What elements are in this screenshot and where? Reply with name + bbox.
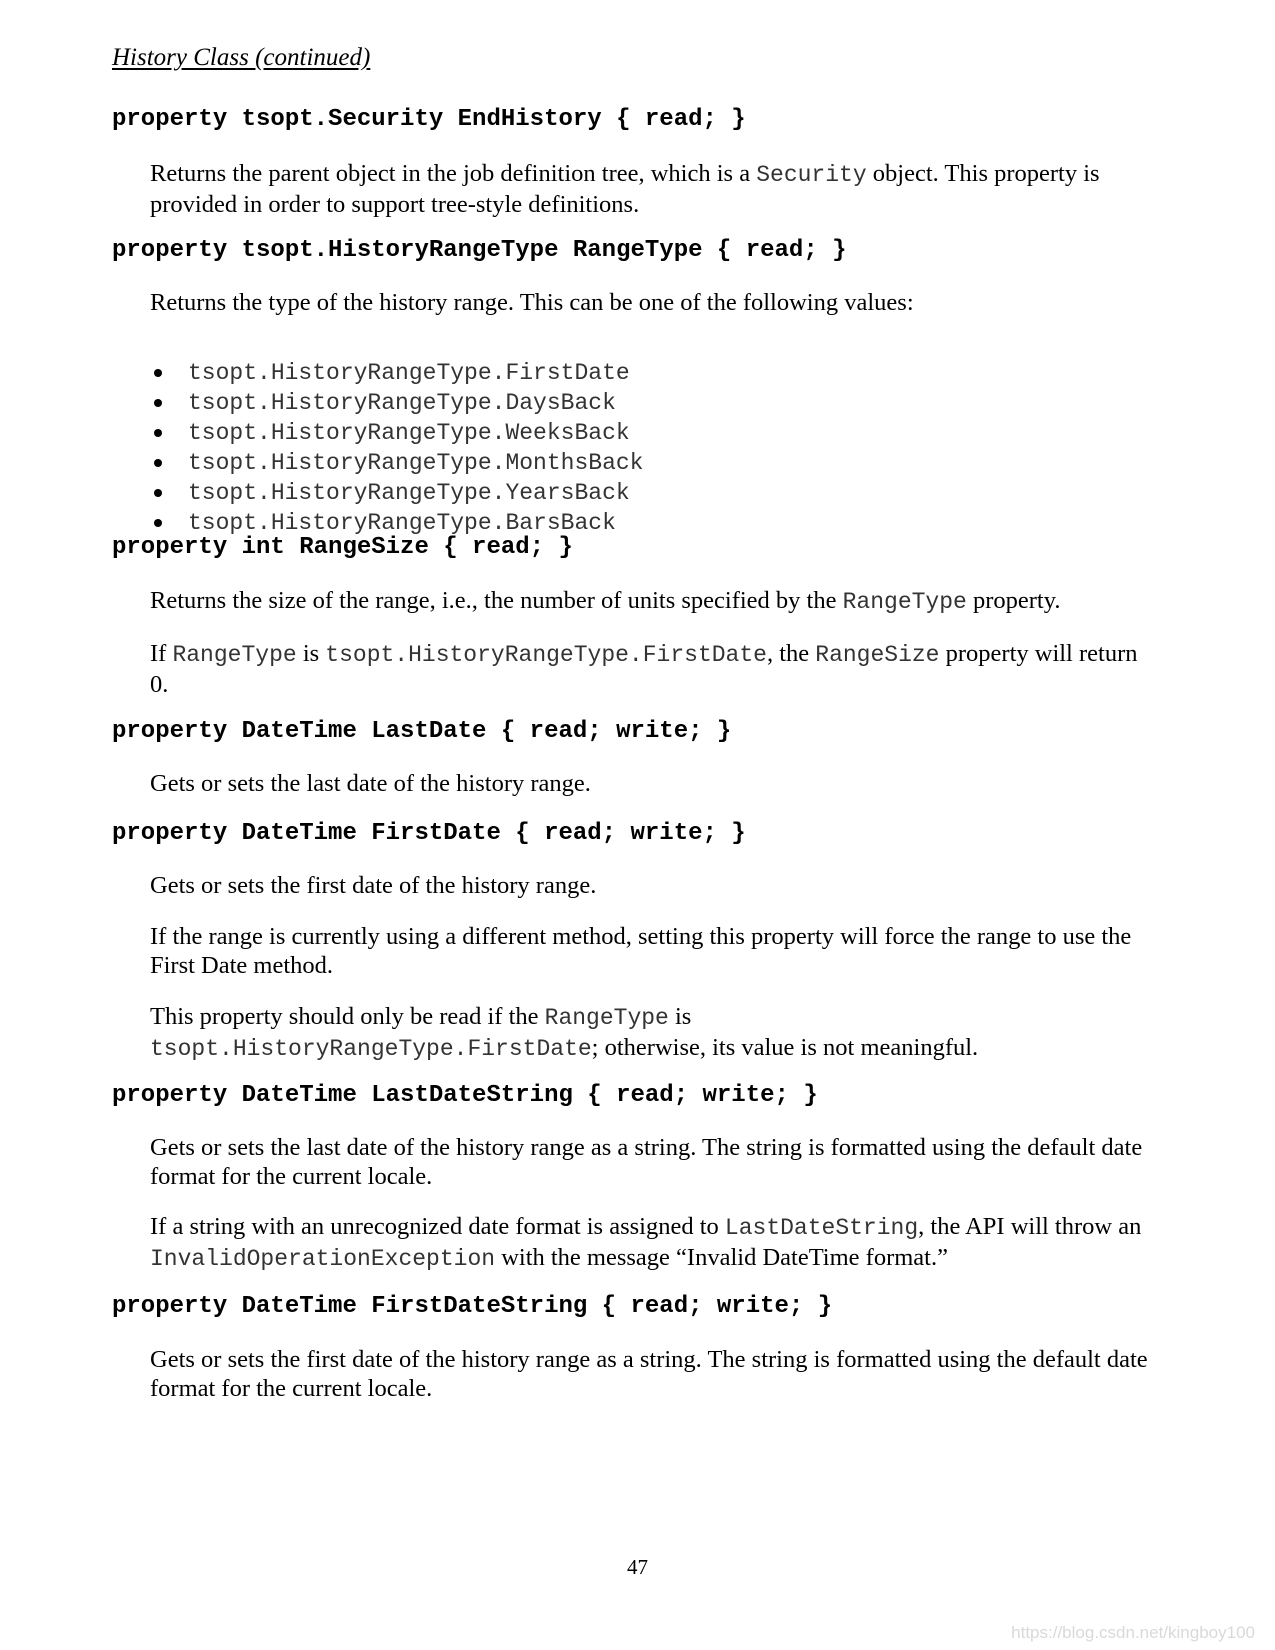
lastdatestring-signature: property DateTime LastDateString { read; write; }	[112, 1082, 818, 1109]
watermark: https://blog.csdn.net/kingboy100	[1011, 1623, 1255, 1642]
bullet-icon	[154, 399, 162, 407]
page-number: 47	[627, 1555, 648, 1579]
rangesize-signature: property int RangeSize { read; }	[112, 534, 573, 561]
rangetype-description: Returns the type of the history range. This can be one of the following values:	[150, 289, 914, 316]
rangesize-description: Returns the size of the range, i.e., the number of units specified by the RangeType property.	[150, 587, 1061, 615]
firstdatestring-signature: property DateTime FirstDateString { read; write; }	[112, 1293, 833, 1320]
endhistory-signature: property tsopt.Security EndHistory { read; }	[112, 106, 746, 133]
bullet-icon	[154, 489, 162, 497]
firstdate-method-note: If the range is currently using a different method, setting this property will force the range to use the First Date method.	[150, 923, 1132, 979]
firstdatestring-description: Gets or sets the first date of the history range as a string. The string is formatted using the default date format for the current locale.	[150, 1346, 1148, 1402]
firstdate-signature: property DateTime FirstDate { read; write; }	[112, 820, 746, 847]
firstdate-description: Gets or sets the first date of the history range.	[150, 872, 597, 899]
lastdatestring-exception-note: If a string with an unrecognized date format is assigned to LastDateString, the API will throw an InvalidOperationException with the message “Invalid DateTime format.”	[150, 1213, 1142, 1272]
bullet-icon	[154, 519, 162, 527]
lastdate-signature: property DateTime LastDate { read; write; }	[112, 718, 732, 745]
bullet-icon	[154, 369, 162, 377]
bullet-icon	[154, 459, 162, 467]
rangesize-firstdate-note: If RangeType is tsopt.HistoryRangeType.FirstDate, the RangeSize property will return 0.	[150, 640, 1138, 698]
bullet-icon	[154, 429, 162, 437]
rangetype-signature: property tsopt.HistoryRangeType RangeType { read; }	[112, 237, 847, 264]
running-head: History Class (continued)	[112, 44, 371, 71]
lastdate-description: Gets or sets the last date of the history range.	[150, 770, 591, 797]
endhistory-description: Returns the parent object in the job definition tree, which is a Security object. This property is provided in order to support tree-style definitions.	[150, 160, 1100, 218]
lastdatestring-description: Gets or sets the last date of the history range as a string. The string is formatted using the default date format for the current locale.	[150, 1134, 1143, 1190]
firstdate-read-note: This property should only be read if the RangeType is tsopt.HistoryRangeType.FirstDate; otherwise, its value is not meaningful.	[150, 1003, 979, 1062]
document-page: History Class (continued) property tsopt.Security EndHistory { read; } Returns the parent object in the job definition tree, which is a Security object. This property is provided in order to support tree-style definitions. property tsopt.HistoryRangeType RangeType { read; } Returns the type of the history range. This can be one of the following values: tsopt.HistoryRangeType.FirstDate tsopt.HistoryRangeType.DaysBack tsopt.HistoryRangeType.WeeksBack tsopt.HistoryRangeType.MonthsBack tsopt.HistoryRangeType.YearsBack tsopt.HistoryRangeType.BarsBack property int RangeSize { read; } Returns the size of the range, i.e., the number of units specified by the RangeType property. If RangeType is tsopt.HistoryRangeType.FirstDate, the RangeSize property will return 0. property DateTime LastDate { read; write; } Gets or sets the last date of the history range. property DateTime FirstDate { read; write; } Gets or sets the first date of the history range. If the range is currently using a different method, setting this property will force the range to use the First Date method. This property should only be read if the RangeType is tsopt.HistoryRangeType.FirstDate; otherwise, its value is not meaningful. property DateTime LastDateString { read; write; } Gets or sets the last date of the history range as a string. The string is formatted using the default date format for the current locale. If a string with an unrecognized date format is assigned to LastDateString, the API will throw an InvalidOperationException with the message “Invalid DateTime format.” property DateTime FirstDateString { read; write; } Gets or sets the first date of the history range as a string. The string is formatted using the default date format for the current locale. 47 https://blog.csdn.net/kingboy100	[0, 0, 1275, 1650]
